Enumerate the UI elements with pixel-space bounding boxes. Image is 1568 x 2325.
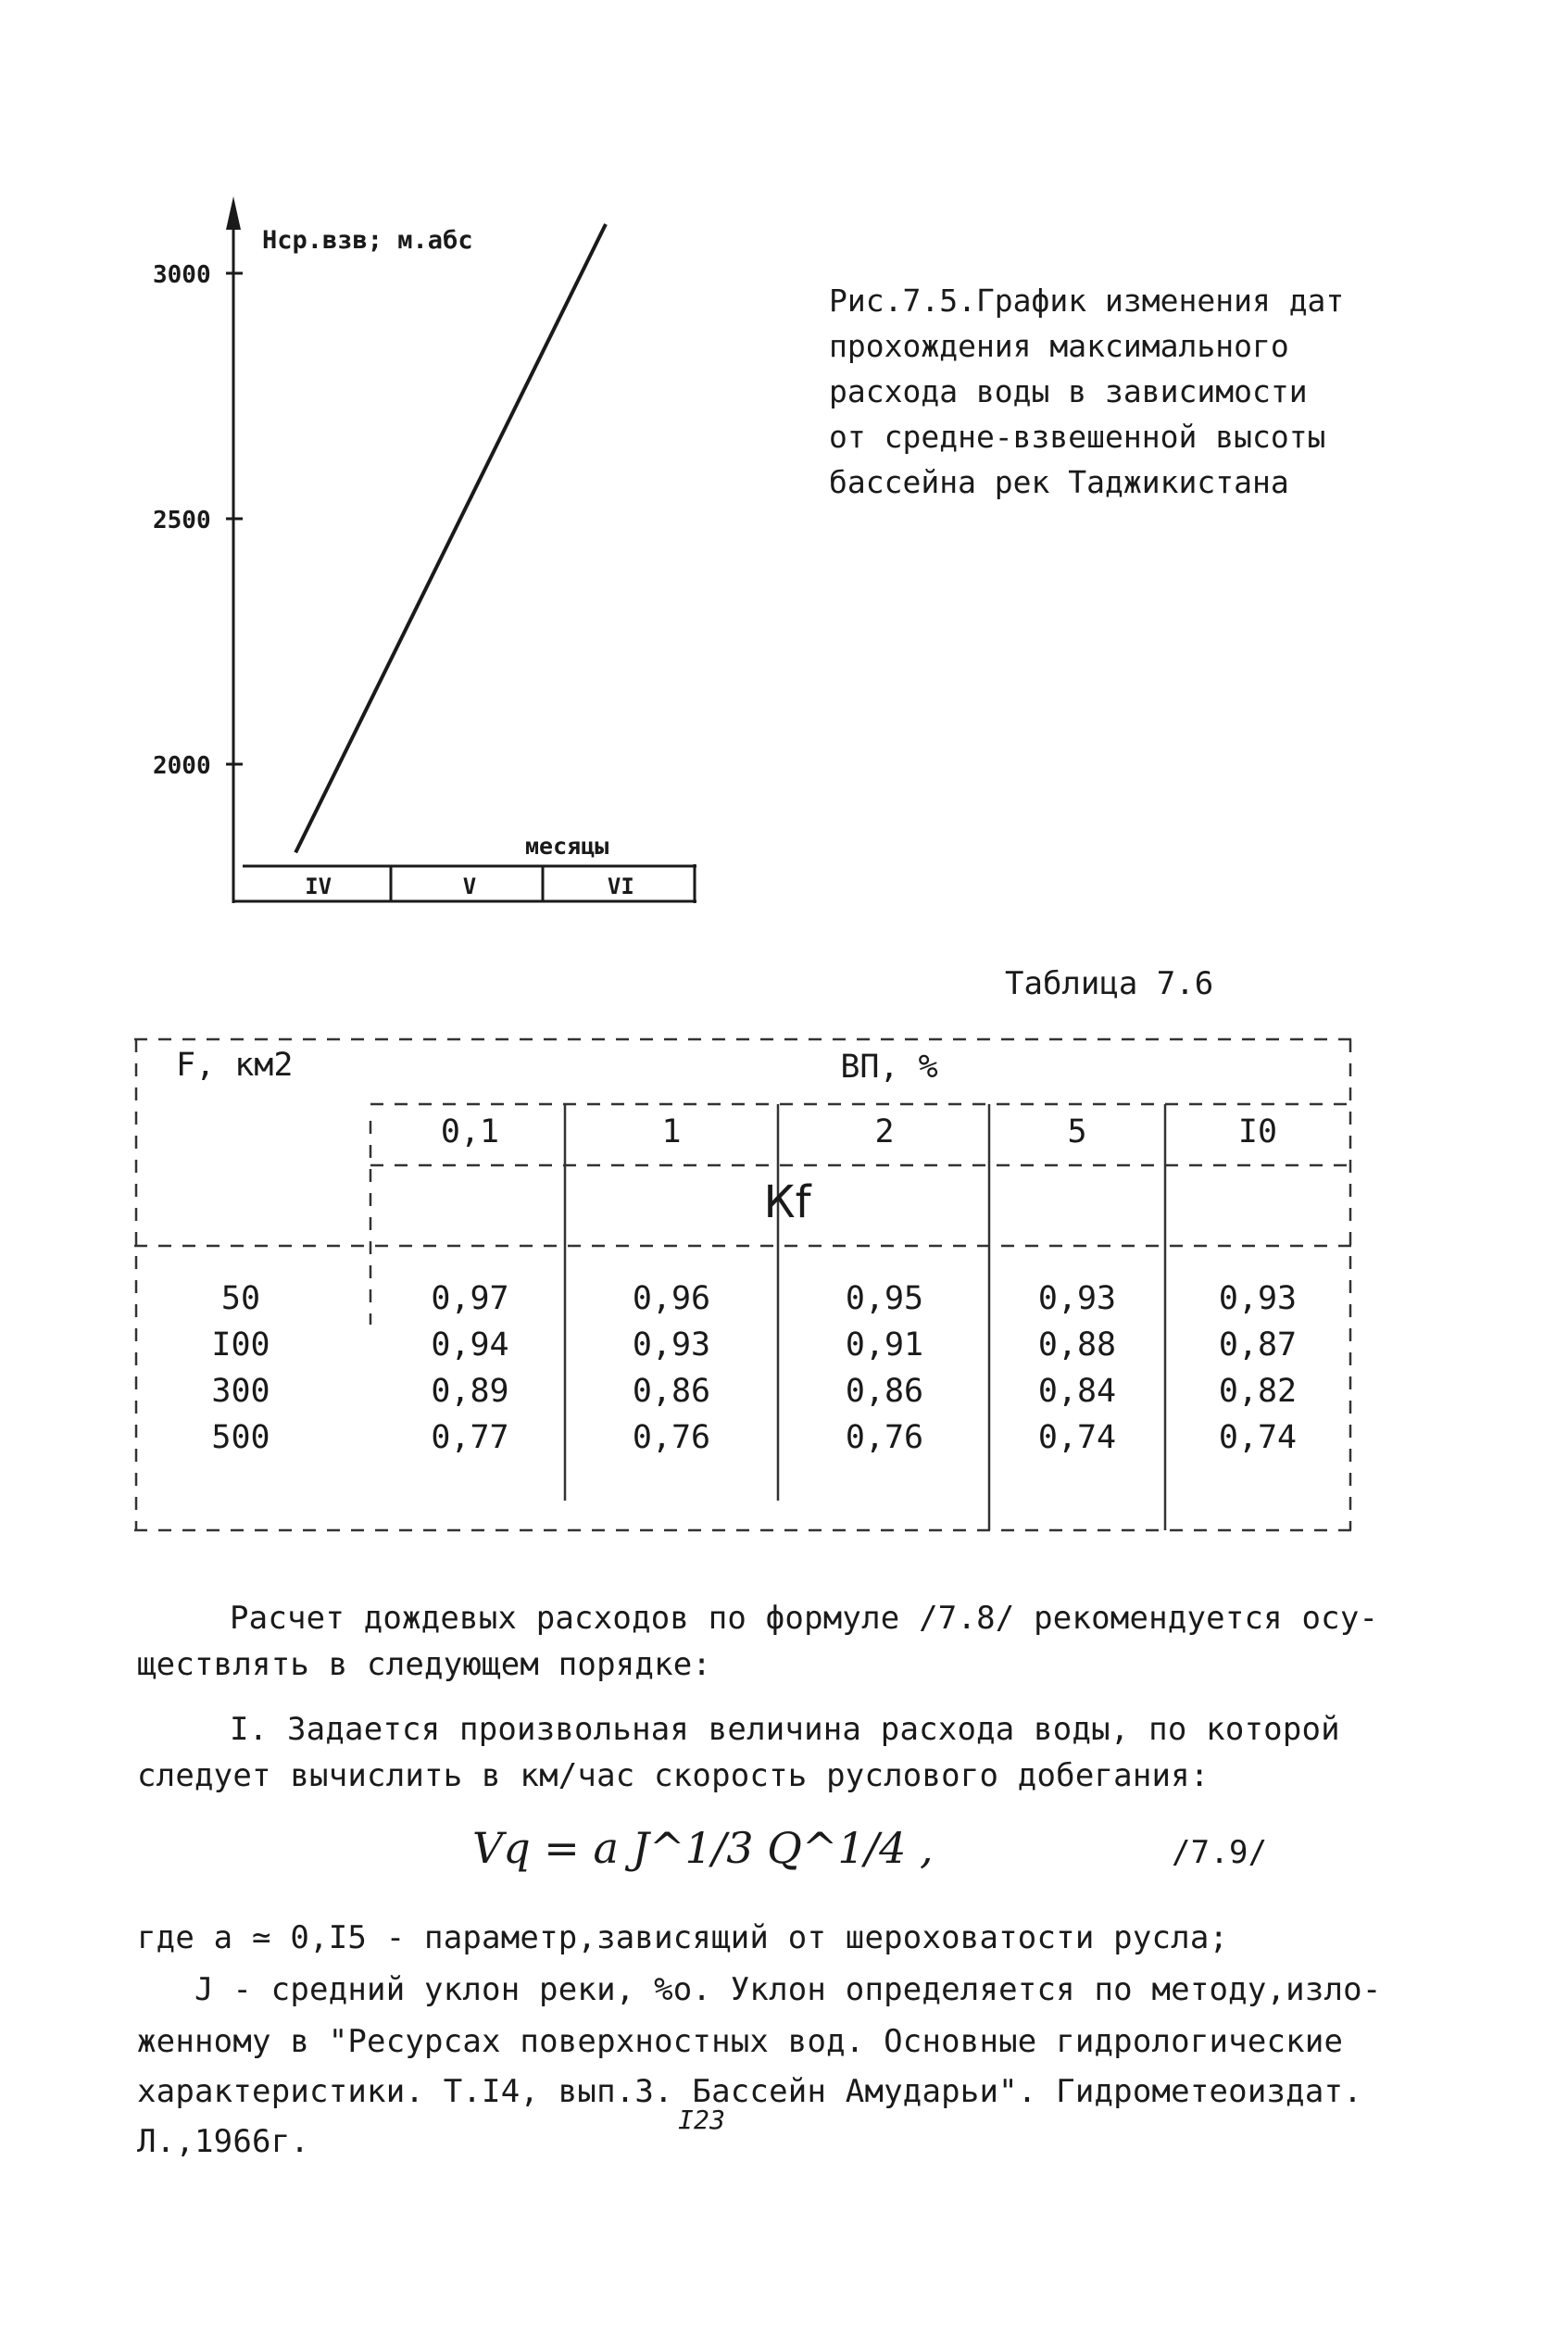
x-category-label: V [462, 873, 477, 899]
table-cell: 0,82 [1218, 1373, 1298, 1410]
col-header: 0,1 [440, 1113, 500, 1150]
caption-line: Рис.7.5.График изменения дат [829, 283, 1345, 319]
y-axis-label: Нср.взв; м.абс [262, 226, 473, 255]
table-cell: 0,77 [431, 1419, 509, 1456]
table-cell: 0,74 [1218, 1419, 1298, 1456]
paragraph-line: характеристики. Т.I4, вып.3. Бассейн Амударьи". Гидрометеоиздат. [137, 2073, 1362, 2110]
table-title: Таблица 7.6 [1005, 965, 1214, 1002]
col-header: 5 [1067, 1113, 1087, 1150]
sub-header-kf: Кf [763, 1176, 811, 1228]
table-cell: 0,76 [845, 1419, 924, 1456]
paragraph-line: Расчет дождевых расходов по формуле /7.8/ рекомендуется осу- [230, 1600, 1379, 1637]
row-label-area: 300 [211, 1373, 270, 1410]
paragraph-line: следует вычислить в км/час скорость руслового добегания: [137, 1757, 1210, 1794]
paragraph-line: ществлять в следующем порядке: [137, 1646, 712, 1683]
table-cell: 0,87 [1218, 1326, 1298, 1364]
y-tick-label: 2000 [153, 752, 211, 780]
table-cell: 0,93 [632, 1326, 711, 1364]
formula-number: /7.9/ [1172, 1834, 1268, 1871]
table-cell: 0,96 [632, 1280, 711, 1317]
x-category-label: IV [305, 873, 332, 899]
table-cell: 0,95 [845, 1280, 924, 1317]
y-tick-label: 2500 [153, 507, 211, 534]
y-tick-label: 3000 [153, 261, 211, 289]
col-header: 2 [874, 1113, 895, 1150]
table-cell: 0,91 [845, 1326, 924, 1364]
caption-line: бассейна рек Таджикистана [829, 464, 1289, 500]
paragraph-line: женному в "Ресурсах поверхностных вод. Основные гидрологические [137, 2023, 1344, 2060]
col-header: 1 [661, 1113, 682, 1150]
page-number: I23 [678, 2105, 726, 2135]
row-label-area: I00 [211, 1326, 270, 1364]
x-axis-label: месяцы [525, 833, 609, 860]
table-cell: 0,89 [431, 1373, 509, 1410]
where-line: где a ≃ 0,I5 - параметр,зависящий от шероховатости русла; [137, 1919, 1229, 1956]
x-category-label: VI [607, 873, 634, 899]
paragraph-line: I. Задается произвольная величина расхода воды, по которой [230, 1711, 1340, 1748]
caption-line: от средне-взвешенной высоты [829, 419, 1326, 455]
table-cell: 0,93 [1037, 1280, 1117, 1317]
paragraph-line: Л.,1966г. [137, 2123, 310, 2160]
table-cell: 0,76 [632, 1419, 711, 1456]
table-cell: 0,93 [1218, 1280, 1298, 1317]
group-header-vp: ВП, % [840, 1049, 938, 1086]
table-cell: 0,74 [1037, 1419, 1117, 1456]
table-cell: 0,86 [632, 1373, 711, 1410]
caption-line: прохождения максимального [829, 328, 1289, 364]
col-header: I0 [1237, 1113, 1278, 1150]
formula-7-9 [472, 1823, 934, 1873]
table-cell: 0,88 [1037, 1326, 1117, 1364]
formula-text: Vq = a J^1/3 Q^1/4 , [472, 1823, 934, 1873]
table-cell: 0,97 [431, 1280, 509, 1317]
table-cell: 0,86 [845, 1373, 924, 1410]
row-label-area: 50 [220, 1280, 261, 1317]
table-cell: 0,84 [1037, 1373, 1117, 1410]
col-header-area: F, км2 [176, 1047, 294, 1084]
paragraph-line: J - средний уклон реки, %о. Уклон определяется по методу,изло- [194, 1971, 1382, 2008]
row-label-area: 500 [211, 1419, 270, 1456]
caption-line: расхода воды в зависимости [829, 373, 1308, 409]
table-cell: 0,94 [431, 1326, 509, 1364]
